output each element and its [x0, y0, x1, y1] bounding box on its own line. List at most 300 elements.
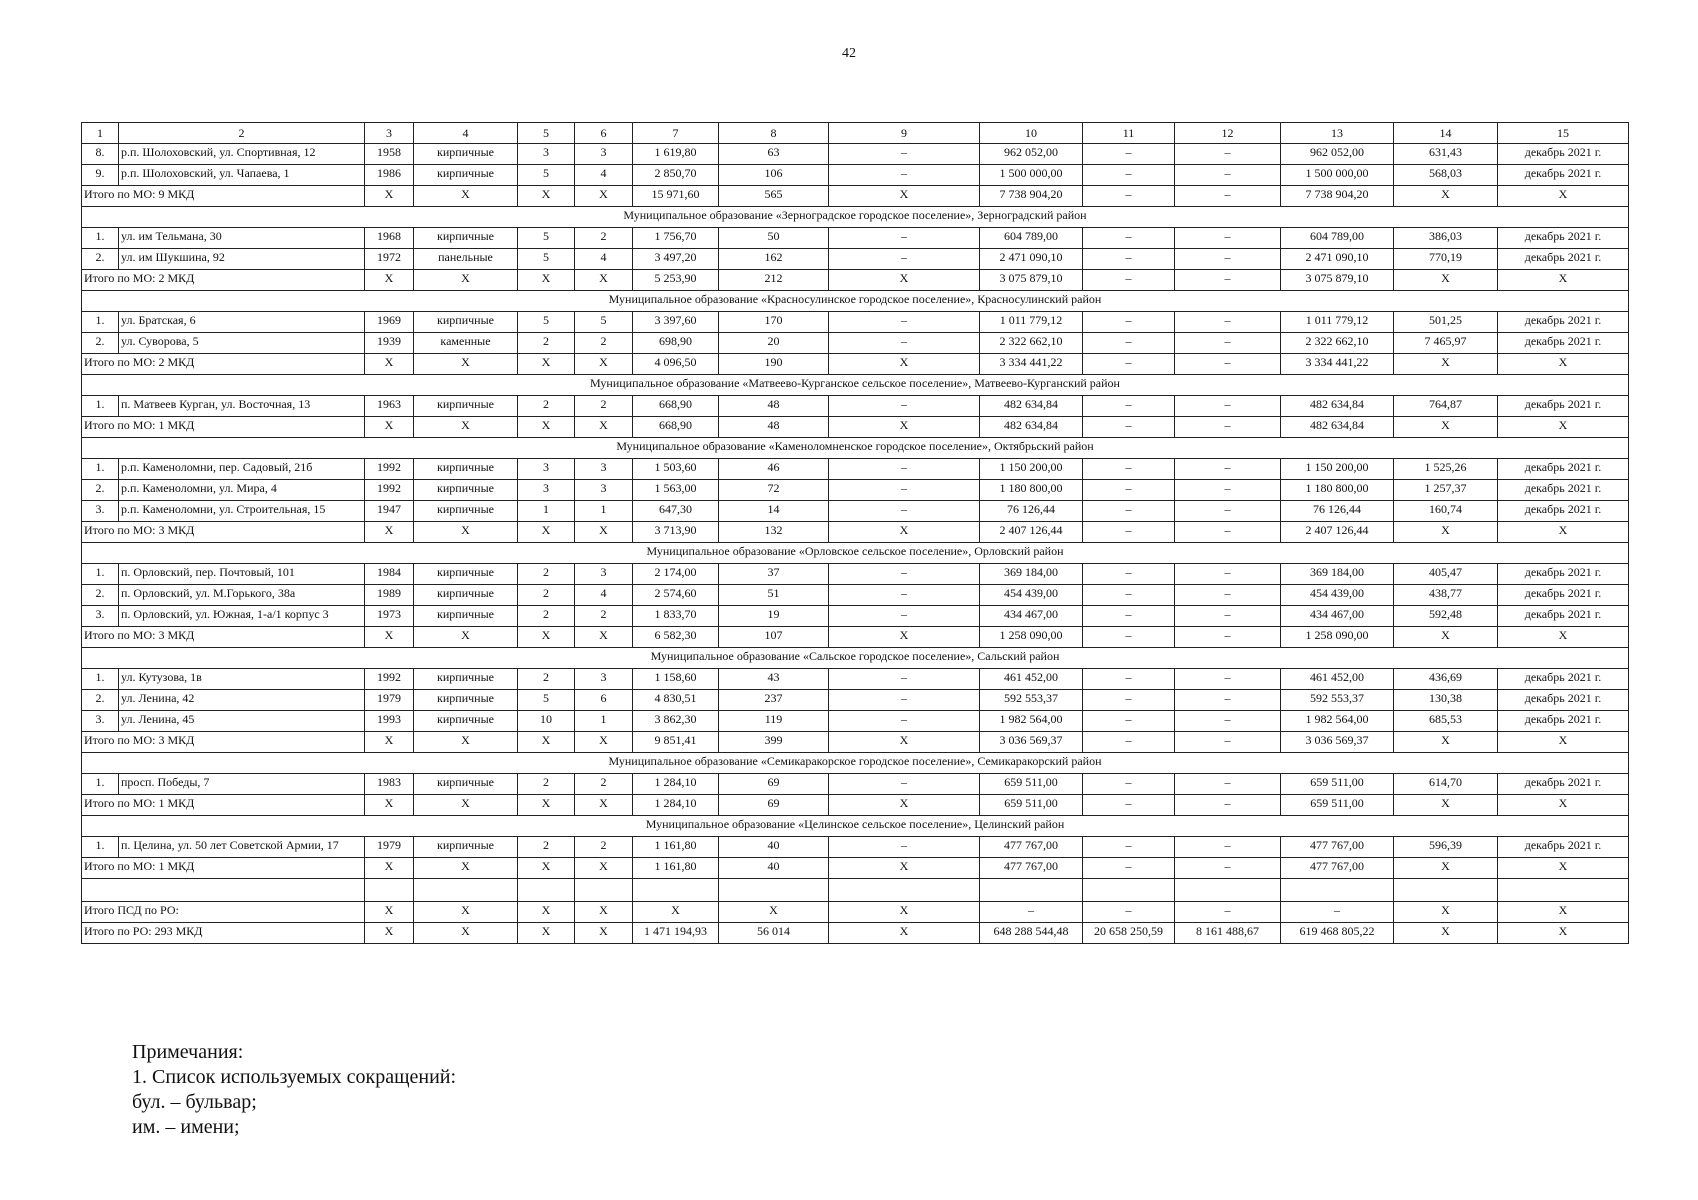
data-cell: декабрь 2021 г.	[1498, 165, 1629, 186]
ro-total-cell: 648 288 544,48	[980, 923, 1083, 944]
subtotal-cell: X	[829, 522, 980, 543]
psd-total-cell: –	[1175, 902, 1281, 923]
subtotal-cell: X	[414, 522, 518, 543]
data-cell: –	[829, 312, 980, 333]
subtotal-label: Итого по МО: 3 МКД	[82, 732, 365, 753]
data-cell: –	[1083, 480, 1175, 501]
subtotal-cell: 3 036 569,37	[1281, 732, 1394, 753]
data-cell: 2.	[82, 480, 119, 501]
data-cell: 1947	[365, 501, 414, 522]
data-cell: декабрь 2021 г.	[1498, 501, 1629, 522]
data-cell: 40	[719, 837, 829, 858]
table-row	[82, 669, 1629, 690]
address-cell: ул. им Тельмана, 30	[119, 228, 365, 249]
data-cell: 119	[719, 711, 829, 732]
data-cell: –	[1175, 711, 1281, 732]
psd-total-cell: –	[1083, 902, 1175, 923]
subtotal-cell: X	[518, 186, 575, 207]
data-cell: 454 439,00	[980, 585, 1083, 606]
header-row	[82, 123, 1629, 144]
notes-item-abbreviations: 1. Список используемых сокращений:	[132, 1066, 457, 1088]
data-cell: –	[1175, 228, 1281, 249]
data-cell: 461 452,00	[980, 669, 1083, 690]
address-cell: ул. Суворова, 5	[119, 333, 365, 354]
subtotal-cell: 40	[719, 858, 829, 879]
header-cell: 9	[829, 123, 980, 144]
address-cell: п. Орловский, пер. Почтовый, 101	[119, 564, 365, 585]
data-cell: 1979	[365, 837, 414, 858]
subtotal-cell: 2 407 126,44	[980, 522, 1083, 543]
data-cell: декабрь 2021 г.	[1498, 312, 1629, 333]
data-cell: 4 830,51	[633, 690, 719, 711]
data-cell: –	[829, 144, 980, 165]
data-cell: 3 397,60	[633, 312, 719, 333]
data-cell: 477 767,00	[980, 837, 1083, 858]
subtotal-cell: X	[1394, 270, 1498, 291]
data-cell: 3 862,30	[633, 711, 719, 732]
data-cell: 962 052,00	[1281, 144, 1394, 165]
subtotal-cell: 482 634,84	[980, 417, 1083, 438]
data-cell: 454 439,00	[1281, 585, 1394, 606]
table-row	[82, 837, 1629, 858]
data-cell: декабрь 2021 г.	[1498, 774, 1629, 795]
subtotal-row	[82, 795, 1629, 816]
data-cell: 130,38	[1394, 690, 1498, 711]
data-cell: –	[1175, 396, 1281, 417]
data-cell: –	[1083, 669, 1175, 690]
subtotal-cell: 668,90	[633, 417, 719, 438]
table-row	[82, 459, 1629, 480]
subtotal-cell: 107	[719, 627, 829, 648]
address-cell: р.п. Каменоломни, ул. Строительная, 15	[119, 501, 365, 522]
data-cell: 1958	[365, 144, 414, 165]
section-title-row	[82, 648, 1629, 669]
blank-row	[82, 879, 1629, 902]
subtotal-cell: X	[1498, 858, 1629, 879]
data-cell: 2	[518, 837, 575, 858]
subtotal-row	[82, 732, 1629, 753]
data-cell: 1 982 564,00	[1281, 711, 1394, 732]
section-title: Муниципальное образование «Сальское городское поселение», Сальский район	[82, 648, 1629, 669]
data-cell: 770,19	[1394, 249, 1498, 270]
table-row	[82, 690, 1629, 711]
subtotal-cell: –	[1175, 795, 1281, 816]
psd-total-cell: X	[365, 902, 414, 923]
section-title-row	[82, 375, 1629, 396]
header-cell: 4	[414, 123, 518, 144]
data-cell: 1.	[82, 459, 119, 480]
subtotal-cell: 3 713,90	[633, 522, 719, 543]
data-cell: кирпичные	[414, 312, 518, 333]
blank-cell	[633, 879, 719, 902]
data-cell: 405,47	[1394, 564, 1498, 585]
subtotal-label: Итого по МО: 3 МКД	[82, 522, 365, 543]
blank-cell	[829, 879, 980, 902]
data-cell: 1 833,70	[633, 606, 719, 627]
data-cell: 2	[575, 228, 633, 249]
data-cell: 1.	[82, 312, 119, 333]
blank-cell	[1175, 879, 1281, 902]
data-cell: –	[1175, 837, 1281, 858]
subtotal-cell: X	[365, 417, 414, 438]
data-cell: 5	[518, 690, 575, 711]
subtotal-cell: X	[414, 354, 518, 375]
data-cell: –	[1175, 564, 1281, 585]
blank-cell	[414, 879, 518, 902]
data-cell: декабрь 2021 г.	[1498, 585, 1629, 606]
section-title: Муниципальное образование «Зерноградское городское поселение», Зерноградский район	[82, 207, 1629, 228]
data-cell: кирпичные	[414, 165, 518, 186]
data-cell: 1 284,10	[633, 774, 719, 795]
data-cell: 1	[575, 501, 633, 522]
data-cell: –	[1175, 144, 1281, 165]
subtotal-cell: –	[1083, 522, 1175, 543]
subtotal-cell: X	[829, 795, 980, 816]
data-cell: декабрь 2021 г.	[1498, 249, 1629, 270]
data-cell: –	[1083, 585, 1175, 606]
data-cell: 3.	[82, 606, 119, 627]
data-cell: 2.	[82, 333, 119, 354]
data-cell: 461 452,00	[1281, 669, 1394, 690]
subtotal-cell: –	[1083, 627, 1175, 648]
data-cell: 592 553,37	[1281, 690, 1394, 711]
subtotal-cell: X	[518, 732, 575, 753]
data-cell: 2 471 090,10	[980, 249, 1083, 270]
data-cell: 1939	[365, 333, 414, 354]
header-cell: 6	[575, 123, 633, 144]
subtotal-cell: 7 738 904,20	[1281, 186, 1394, 207]
subtotal-cell: X	[365, 354, 414, 375]
data-cell: –	[1083, 333, 1175, 354]
subtotal-cell: 3 075 879,10	[980, 270, 1083, 291]
table-row	[82, 564, 1629, 585]
subtotal-cell: 477 767,00	[980, 858, 1083, 879]
data-cell: 4	[575, 165, 633, 186]
data-cell: –	[1175, 249, 1281, 270]
data-cell: 51	[719, 585, 829, 606]
subtotal-cell: X	[1394, 858, 1498, 879]
data-cell: 3.	[82, 501, 119, 522]
data-cell: –	[1083, 606, 1175, 627]
subtotal-cell: 15 971,60	[633, 186, 719, 207]
address-cell: ул. Кутузова, 1в	[119, 669, 365, 690]
data-cell: кирпичные	[414, 837, 518, 858]
data-cell: 2	[518, 774, 575, 795]
subtotal-cell: X	[518, 627, 575, 648]
subtotal-cell: 482 634,84	[1281, 417, 1394, 438]
data-cell: –	[1083, 165, 1175, 186]
data-cell: 3	[575, 564, 633, 585]
section-title-row	[82, 816, 1629, 837]
housing-register-table	[81, 122, 1629, 944]
data-cell: 659 511,00	[1281, 774, 1394, 795]
subtotal-cell: 69	[719, 795, 829, 816]
subtotal-label: Итого по МО: 2 МКД	[82, 270, 365, 291]
data-cell: кирпичные	[414, 480, 518, 501]
data-cell: 162	[719, 249, 829, 270]
data-cell: 1 011 779,12	[1281, 312, 1394, 333]
data-cell: 3 497,20	[633, 249, 719, 270]
address-cell: р.п. Шолоховский, ул. Чапаева, 1	[119, 165, 365, 186]
header-cell: 13	[1281, 123, 1394, 144]
data-cell: 1 500 000,00	[980, 165, 1083, 186]
address-cell: р.п. Шолоховский, ул. Спортивная, 12	[119, 144, 365, 165]
data-cell: 1.	[82, 564, 119, 585]
data-cell: 9.	[82, 165, 119, 186]
data-cell: 2	[575, 396, 633, 417]
subtotal-cell: X	[414, 186, 518, 207]
subtotal-label: Итого по МО: 1 МКД	[82, 417, 365, 438]
data-cell: –	[829, 333, 980, 354]
blank-cell	[719, 879, 829, 902]
data-cell: каменные	[414, 333, 518, 354]
data-cell: 2 322 662,10	[1281, 333, 1394, 354]
subtotal-cell: X	[1498, 270, 1629, 291]
subtotal-row	[82, 186, 1629, 207]
psd-total-label: Итого ПСД по РО:	[82, 902, 365, 923]
data-cell: 2	[518, 606, 575, 627]
subtotal-cell: –	[1175, 858, 1281, 879]
psd-total-cell: X	[518, 902, 575, 923]
header-cell: 10	[980, 123, 1083, 144]
data-cell: кирпичные	[414, 774, 518, 795]
table-row	[82, 774, 1629, 795]
blank-cell	[1394, 879, 1498, 902]
subtotal-cell: 1 258 090,00	[980, 627, 1083, 648]
ro-total-cell: 8 161 488,67	[1175, 923, 1281, 944]
data-cell: 596,39	[1394, 837, 1498, 858]
data-cell: 2	[575, 333, 633, 354]
table-row	[82, 144, 1629, 165]
table-row	[82, 312, 1629, 333]
subtotal-cell: 190	[719, 354, 829, 375]
subtotal-cell: –	[1083, 270, 1175, 291]
data-cell: 3	[575, 144, 633, 165]
ro-total-label: Итого по РО: 293 МКД	[82, 923, 365, 944]
data-cell: 8.	[82, 144, 119, 165]
data-cell: 1.	[82, 774, 119, 795]
page-number: 42	[842, 46, 856, 61]
data-cell: кирпичные	[414, 690, 518, 711]
data-cell: 434 467,00	[1281, 606, 1394, 627]
subtotal-cell: X	[575, 270, 633, 291]
subtotal-cell: X	[518, 858, 575, 879]
data-cell: декабрь 2021 г.	[1498, 459, 1629, 480]
subtotal-cell: X	[365, 858, 414, 879]
data-cell: –	[1083, 711, 1175, 732]
notes-block	[132, 1040, 456, 1140]
data-cell: –	[1175, 165, 1281, 186]
subtotal-cell: X	[1394, 627, 1498, 648]
subtotal-cell: X	[365, 795, 414, 816]
data-cell: 2	[518, 333, 575, 354]
ro-total-cell: X	[1498, 923, 1629, 944]
subtotal-cell: 3 075 879,10	[1281, 270, 1394, 291]
data-cell: декабрь 2021 г.	[1498, 669, 1629, 690]
data-cell: –	[1175, 774, 1281, 795]
subtotal-cell: X	[1394, 186, 1498, 207]
header-cell: 15	[1498, 123, 1629, 144]
subtotal-cell: 659 511,00	[980, 795, 1083, 816]
subtotal-label: Итого по МО: 2 МКД	[82, 354, 365, 375]
data-cell: –	[1083, 564, 1175, 585]
data-cell: 436,69	[1394, 669, 1498, 690]
subtotal-cell: X	[1498, 186, 1629, 207]
data-cell: декабрь 2021 г.	[1498, 228, 1629, 249]
data-cell: 3	[518, 480, 575, 501]
subtotal-cell: X	[829, 417, 980, 438]
subtotal-row	[82, 270, 1629, 291]
subtotal-cell: –	[1175, 354, 1281, 375]
subtotal-cell: X	[575, 522, 633, 543]
data-cell: 698,90	[633, 333, 719, 354]
data-cell: 501,25	[1394, 312, 1498, 333]
data-cell: декабрь 2021 г.	[1498, 690, 1629, 711]
data-cell: –	[1175, 606, 1281, 627]
subtotal-cell: X	[575, 627, 633, 648]
data-cell: 1969	[365, 312, 414, 333]
data-cell: 1972	[365, 249, 414, 270]
subtotal-cell: –	[1175, 270, 1281, 291]
header-cell: 1	[82, 123, 119, 144]
subtotal-cell: –	[1083, 858, 1175, 879]
subtotal-cell: X	[365, 732, 414, 753]
ro-total-cell: 619 468 805,22	[1281, 923, 1394, 944]
data-cell: –	[1083, 144, 1175, 165]
subtotal-cell: –	[1083, 417, 1175, 438]
data-cell: –	[1083, 396, 1175, 417]
data-cell: 1984	[365, 564, 414, 585]
subtotal-row	[82, 417, 1629, 438]
subtotal-row	[82, 627, 1629, 648]
data-cell: 2	[575, 606, 633, 627]
header-cell: 7	[633, 123, 719, 144]
data-cell: 1 180 800,00	[980, 480, 1083, 501]
address-cell: п. Матвеев Курган, ул. Восточная, 13	[119, 396, 365, 417]
psd-total-cell: X	[829, 902, 980, 923]
table-row	[82, 480, 1629, 501]
psd-total-cell: X	[414, 902, 518, 923]
data-cell: 7 465,97	[1394, 333, 1498, 354]
psd-total-cell: X	[1394, 902, 1498, 923]
data-cell: декабрь 2021 г.	[1498, 837, 1629, 858]
data-cell: 2	[518, 585, 575, 606]
data-cell: –	[1083, 690, 1175, 711]
data-cell: 2	[518, 564, 575, 585]
subtotal-cell: X	[365, 522, 414, 543]
data-cell: 1993	[365, 711, 414, 732]
subtotal-cell: –	[1083, 186, 1175, 207]
blank-cell	[980, 879, 1083, 902]
data-cell: 1 563,00	[633, 480, 719, 501]
data-cell: –	[829, 711, 980, 732]
data-cell: 4	[575, 585, 633, 606]
subtotal-label: Итого по МО: 3 МКД	[82, 627, 365, 648]
data-cell: 43	[719, 669, 829, 690]
subtotal-cell: X	[1394, 732, 1498, 753]
section-title: Муниципальное образование «Матвеево-Курганское сельское поселение», Матвеево-Курганский район	[82, 375, 1629, 396]
data-cell: 2 471 090,10	[1281, 249, 1394, 270]
address-cell: п. Целина, ул. 50 лет Советской Армии, 17	[119, 837, 365, 858]
data-cell: 369 184,00	[980, 564, 1083, 585]
data-cell: –	[829, 165, 980, 186]
psd-total-cell: –	[1281, 902, 1394, 923]
data-cell: –	[829, 837, 980, 858]
data-cell: 160,74	[1394, 501, 1498, 522]
data-cell: –	[829, 396, 980, 417]
subtotal-cell: X	[575, 417, 633, 438]
section-title-row	[82, 207, 1629, 228]
subtotal-cell: X	[414, 627, 518, 648]
ro-total-cell: X	[518, 923, 575, 944]
data-cell: –	[1175, 585, 1281, 606]
data-cell: 604 789,00	[980, 228, 1083, 249]
data-cell: 72	[719, 480, 829, 501]
data-cell: 1983	[365, 774, 414, 795]
subtotal-cell: X	[1394, 795, 1498, 816]
data-cell: –	[829, 669, 980, 690]
table-row	[82, 228, 1629, 249]
data-cell: 659 511,00	[980, 774, 1083, 795]
data-cell: 2	[518, 669, 575, 690]
ro-total-cell: 56 014	[719, 923, 829, 944]
table-row	[82, 711, 1629, 732]
data-cell: –	[829, 585, 980, 606]
subtotal-cell: 1 161,80	[633, 858, 719, 879]
subtotal-cell: X	[365, 627, 414, 648]
subtotal-cell: X	[518, 795, 575, 816]
subtotal-cell: X	[829, 627, 980, 648]
blank-cell	[575, 879, 633, 902]
subtotal-cell: X	[1498, 732, 1629, 753]
subtotal-cell: 3 334 441,22	[1281, 354, 1394, 375]
data-cell: 1992	[365, 459, 414, 480]
data-cell: кирпичные	[414, 144, 518, 165]
data-cell: 2	[575, 837, 633, 858]
data-cell: –	[829, 459, 980, 480]
data-cell: 477 767,00	[1281, 837, 1394, 858]
data-cell: 5	[518, 249, 575, 270]
data-cell: –	[829, 228, 980, 249]
data-cell: 1973	[365, 606, 414, 627]
subtotal-cell: X	[829, 732, 980, 753]
data-cell: –	[1175, 459, 1281, 480]
data-cell: кирпичные	[414, 564, 518, 585]
data-cell: 170	[719, 312, 829, 333]
subtotal-cell: X	[575, 354, 633, 375]
subtotal-cell: 3 334 441,22	[980, 354, 1083, 375]
data-cell: 76 126,44	[980, 501, 1083, 522]
data-cell: 50	[719, 228, 829, 249]
subtotal-label: Итого по МО: 1 МКД	[82, 858, 365, 879]
section-title: Муниципальное образование «Красносулинское городское поселение», Красносулинский район	[82, 291, 1629, 312]
data-cell: –	[1175, 690, 1281, 711]
data-cell: –	[1083, 312, 1175, 333]
data-cell: 1.	[82, 228, 119, 249]
address-cell: р.п. Каменоломни, ул. Мира, 4	[119, 480, 365, 501]
data-cell: 3	[575, 669, 633, 690]
data-cell: 1 619,80	[633, 144, 719, 165]
data-cell: 482 634,84	[980, 396, 1083, 417]
subtotal-cell: –	[1175, 732, 1281, 753]
data-cell: 1992	[365, 480, 414, 501]
subtotal-cell: X	[1394, 522, 1498, 543]
data-cell: 76 126,44	[1281, 501, 1394, 522]
data-cell: 386,03	[1394, 228, 1498, 249]
blank-cell	[82, 879, 365, 902]
address-cell: ул. Ленина, 42	[119, 690, 365, 711]
data-cell: 1	[575, 711, 633, 732]
